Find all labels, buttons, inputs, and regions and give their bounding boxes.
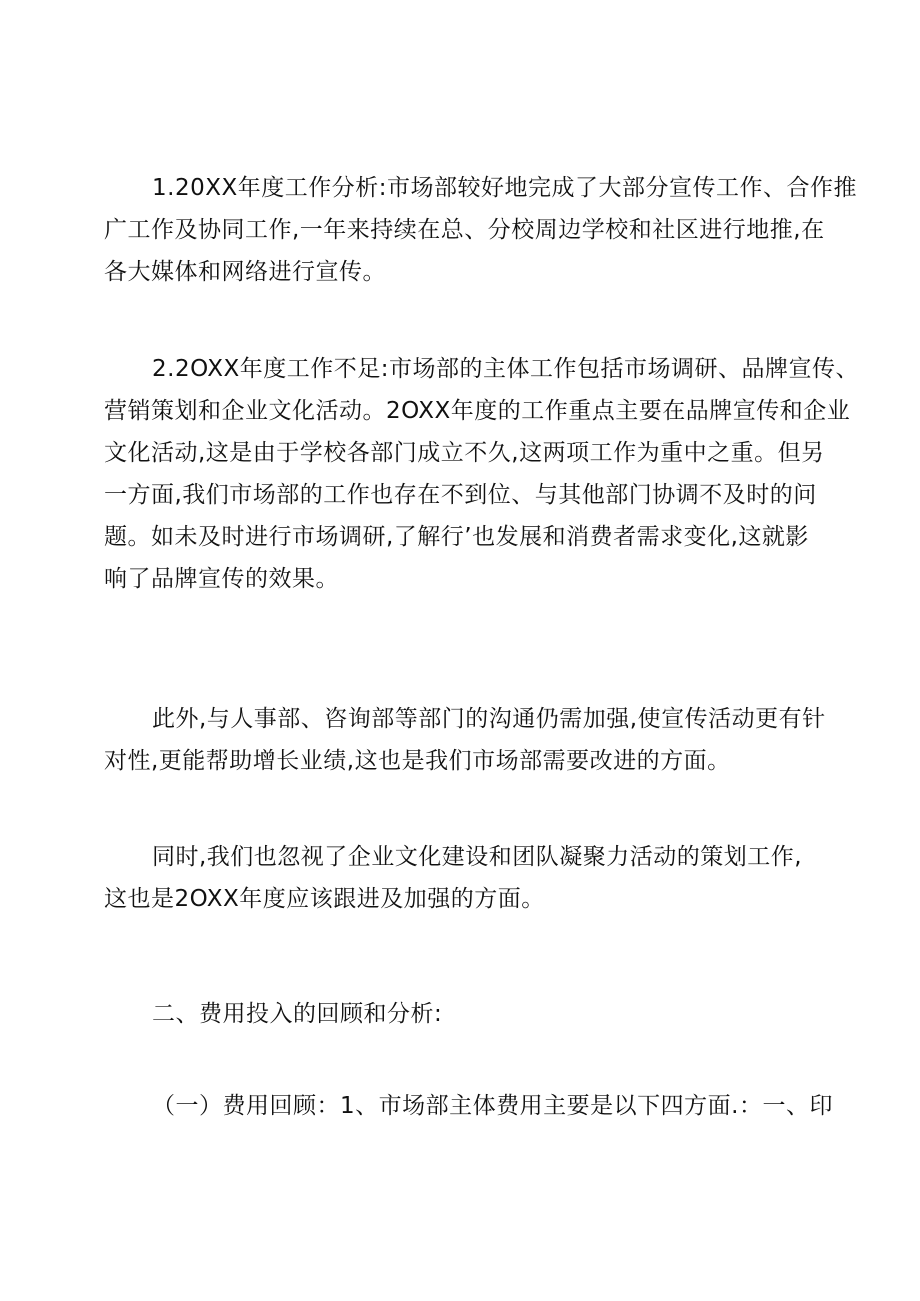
text-line: （一）费用回顾：1、市场部主体费用主要是以下四方面.：一、印 (152, 1093, 833, 1119)
text-line: 一方面,我们市场部的工作也存在不到位、与其他部门协调不及时的问 (104, 482, 817, 508)
text-line: 题。如未及时进行市场调研,了解行’也发展和消费者需求变化,这就影 (104, 524, 809, 550)
text-line: 营销策划和企业文化活动。2OXX年度的工作重点主要在品牌宣传和企业 (104, 398, 851, 424)
text-line: 2.2OXX年度工作不足:市场部的主体工作包括市场调研、品牌宣传、 (152, 356, 859, 382)
paragraph-communication (104, 698, 830, 782)
text-line: 此外,与人事部、咨询部等部门的沟通仍需加强,使宣传活动更有针 (152, 706, 826, 732)
paragraph-cost-overview (104, 1085, 833, 1127)
text-line: 同时,我们也忽视了企业文化建设和团队凝聚力活动的策划工作, (152, 844, 803, 870)
text-line: 文化活动,这是由于学校各部门成立不久,这两项工作为重中之重。但另 (104, 440, 825, 466)
paragraph-annual-work-analysis (104, 167, 857, 293)
text-line: 各大媒体和网络进行宣传。 (104, 259, 386, 285)
text-line: 广工作及协同工作,一年来持续在总、分校周边学校和社区进行地推,在 (104, 217, 825, 243)
text-line: 这也是2OXX年度应该跟进及加强的方面。 (104, 886, 545, 912)
paragraph-corporate-culture (104, 836, 830, 920)
text-line: 对性,更能帮助增长业绩,这也是我们市场部需要改进的方面。 (104, 748, 731, 774)
section-heading-cost-review (104, 993, 830, 1035)
paragraph-annual-work-shortcomings (104, 348, 859, 600)
text-line: 1.20XX年度工作分析:市场部较好地完成了大部分宣传工作、合作推 (152, 175, 857, 201)
text-line: 二、费用投入的回顾和分析: (152, 1001, 443, 1027)
text-line: 响了品牌宣传的效果。 (104, 566, 339, 592)
